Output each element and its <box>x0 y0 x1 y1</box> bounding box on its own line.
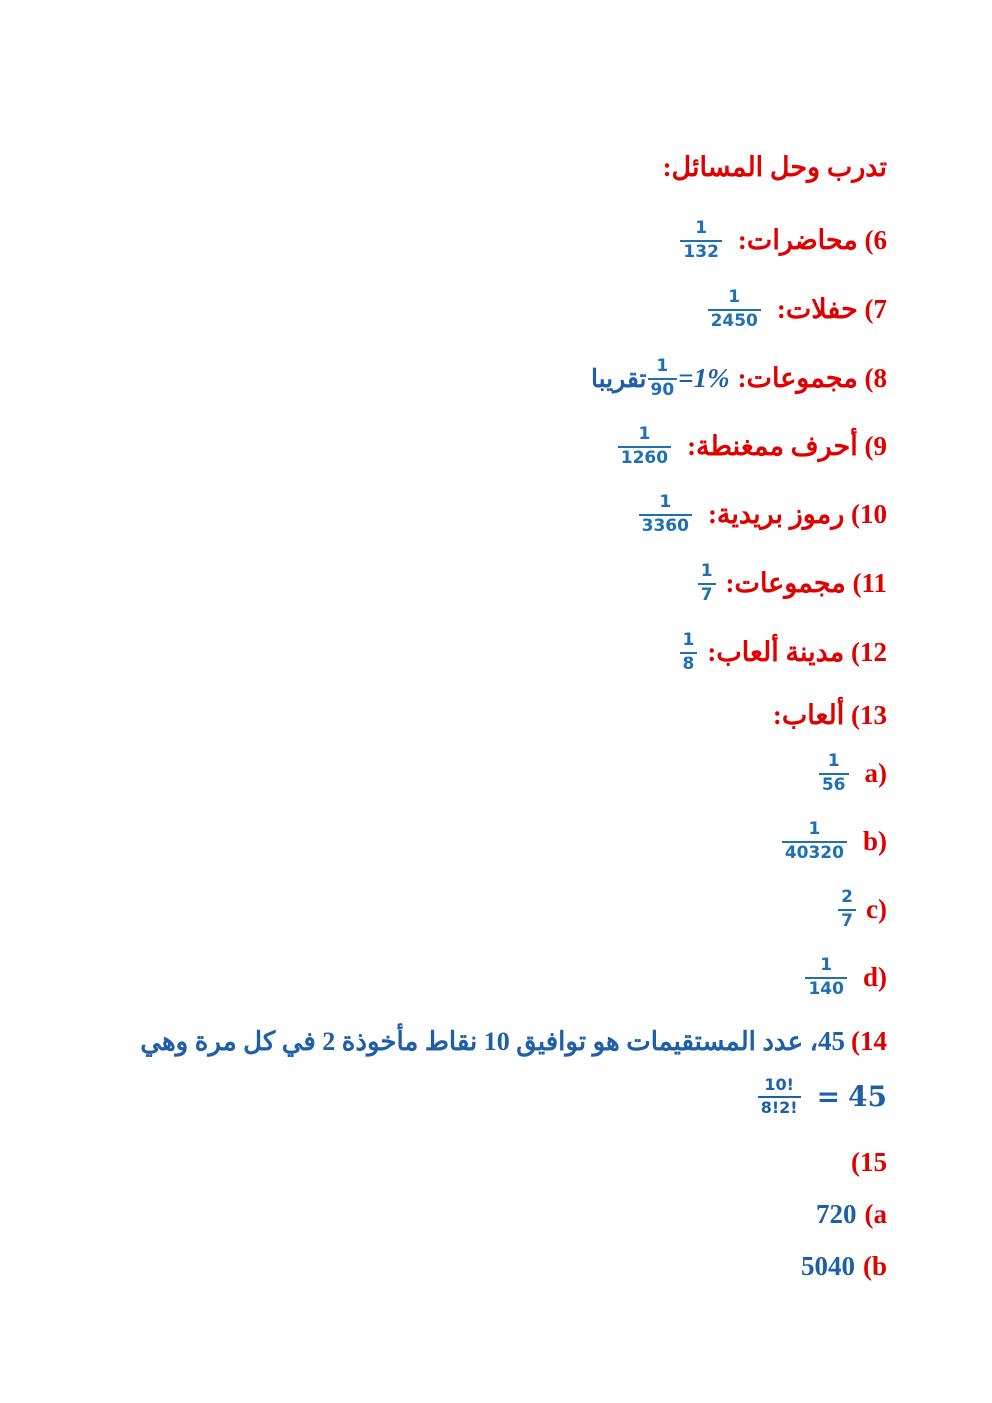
question-6 <box>672 220 887 262</box>
question-9 <box>610 426 887 468</box>
question-10 <box>631 494 887 536</box>
q13b-denominator: 40320 <box>782 841 847 863</box>
heading-text: تدرب وحل المسائل: <box>662 152 887 182</box>
q8-fraction <box>648 358 678 400</box>
question-8 <box>591 358 887 400</box>
question-7 <box>700 289 887 331</box>
q9-fraction <box>618 426 671 468</box>
q12-numerator: 1 <box>682 630 695 650</box>
q7-label: 7) حفلات: <box>776 294 887 325</box>
section-heading <box>663 152 887 183</box>
q8-label: 8) مجموعات: <box>737 363 887 394</box>
question-15 <box>851 1147 887 1178</box>
q15-part-a <box>816 1199 887 1230</box>
q6-label: 6) محاضرات: <box>737 225 887 256</box>
q15b-label: (b <box>862 1251 887 1281</box>
q7-denominator: 2450 <box>708 309 761 331</box>
question-14 <box>140 1026 887 1057</box>
q13c-denominator: 7 <box>838 909 856 931</box>
q13-label: 13) ألعاب: <box>772 700 887 730</box>
q7-numerator: 1 <box>728 287 741 307</box>
q14-answer: 45 <box>818 1026 845 1056</box>
q8-approx: تقريبا <box>590 365 647 393</box>
q8-percent: 1% <box>693 363 730 394</box>
q15b-value: 5040 <box>800 1251 855 1281</box>
q9-numerator: 1 <box>638 424 651 444</box>
question-11 <box>696 563 887 605</box>
q14-equals: = <box>816 1080 841 1114</box>
q10-fraction <box>639 494 692 536</box>
q11-label: 11) مجموعات: <box>725 568 887 599</box>
q13b-numerator: 1 <box>808 819 821 839</box>
q13d-denominator: 140 <box>805 977 847 999</box>
q14-fraction <box>758 1077 801 1117</box>
q15a-value: 720 <box>816 1199 857 1229</box>
q13b-fraction <box>782 821 847 863</box>
q13c-numerator: 2 <box>841 887 854 907</box>
q8-denominator: 90 <box>648 378 678 400</box>
q12-label: 12) مدينة ألعاب: <box>707 637 887 668</box>
q15a-label: (a <box>864 1199 887 1229</box>
question-12 <box>678 632 888 674</box>
q14-result: 45 <box>848 1080 887 1114</box>
q9-label: 9) أحرف ممغنطة: <box>687 431 887 462</box>
q15-label: (15 <box>851 1147 887 1177</box>
q12-denominator: 8 <box>680 652 698 674</box>
q13d-numerator: 1 <box>820 955 833 975</box>
q14-numerator: 10! <box>764 1075 794 1094</box>
q10-numerator: 1 <box>659 492 672 512</box>
q6-numerator: 1 <box>695 218 708 238</box>
q13d-label: (d <box>862 962 887 993</box>
q13-part-c <box>836 889 887 931</box>
q6-fraction <box>680 220 722 262</box>
q14-prefix: 14) <box>851 1026 887 1056</box>
question-13 <box>773 700 887 731</box>
q13b-label: (b <box>862 826 887 857</box>
q6-denominator: 132 <box>680 240 722 262</box>
q13-part-a <box>811 753 887 795</box>
q14-denominator: 8!2! <box>758 1096 801 1117</box>
q11-numerator: 1 <box>700 561 713 581</box>
q13a-numerator: 1 <box>827 751 840 771</box>
q13a-denominator: 56 <box>819 773 849 795</box>
q13d-fraction <box>805 957 847 999</box>
q10-label: 10) رموز بريدية: <box>707 499 887 530</box>
q9-denominator: 1260 <box>618 446 671 468</box>
q13-part-b <box>774 821 887 863</box>
q8-equals: = <box>678 363 694 394</box>
q11-fraction <box>698 563 716 605</box>
q12-fraction <box>680 632 698 674</box>
q15-part-b <box>801 1251 887 1282</box>
q13c-fraction <box>838 889 856 931</box>
q13a-label: (a <box>864 758 887 789</box>
q7-fraction <box>708 289 761 331</box>
q8-numerator: 1 <box>656 356 669 376</box>
q11-denominator: 7 <box>698 583 716 605</box>
q13c-label: (c <box>866 894 887 925</box>
q13a-fraction <box>819 753 849 795</box>
q13-part-d <box>797 957 887 999</box>
q14-equation <box>750 1077 887 1117</box>
q10-denominator: 3360 <box>639 514 692 536</box>
q14-text: ، عدد المستقيمات هو توافيق 10 نقاط مأخوذة 2 في كل مرة وهي <box>140 1026 818 1056</box>
